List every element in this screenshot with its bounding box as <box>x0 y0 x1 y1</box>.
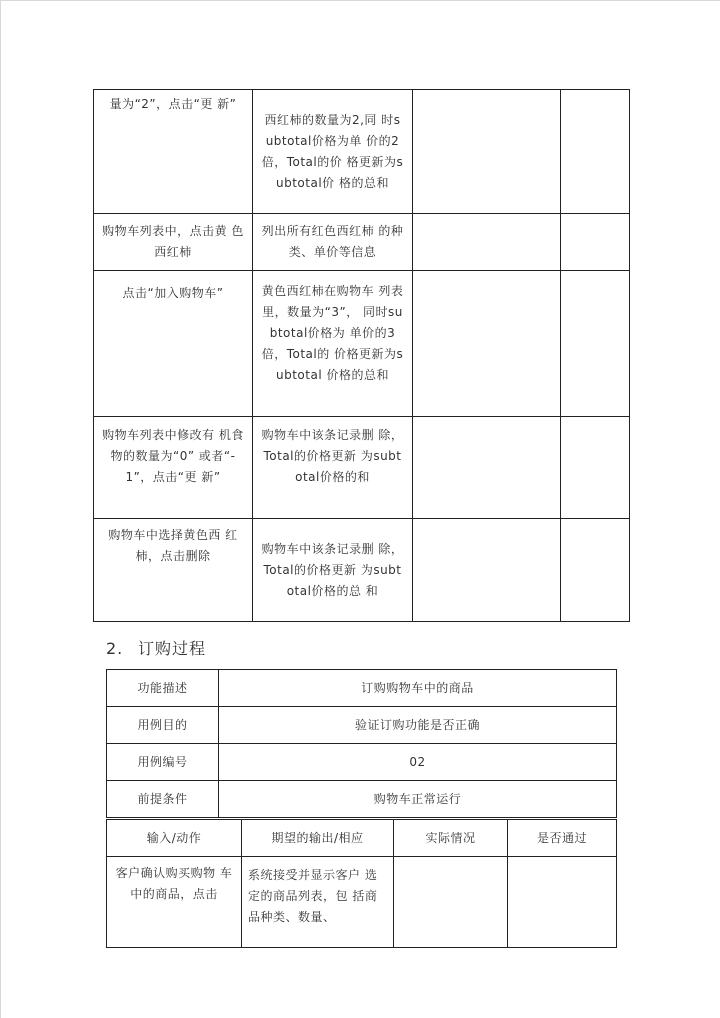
expected-output-cell: 购物车中该条记录删 除，Total的价格更新 为subtotal价格的和 <box>253 417 413 519</box>
table-row <box>94 519 630 622</box>
input-cell: 购物车列表中修改有 机食物的数量为“0” 或者“-1”，点击“更 新” <box>94 417 253 519</box>
column-header-input: 输入/动作 <box>107 820 242 857</box>
table-row <box>94 271 630 417</box>
expected-output-cell: 系统接受并显示客户 选定的商品列表，包 括商品种类、数量、 <box>242 857 394 948</box>
column-header-actual: 实际情况 <box>394 820 508 857</box>
pass-status-cell <box>561 417 630 519</box>
expected-output-cell: 购物车中该条记录删 除，Total的价格更新 为subtotal价格的总 和 <box>253 519 413 622</box>
expected-output-cell: 黄色西红柿在购物车 列表里，数量为“3”， 同时subtotal价格为 单价的3倍，Total的 价格更新为subtotal 价格的总和 <box>253 271 413 417</box>
pass-status-cell <box>561 271 630 417</box>
section-heading <box>106 636 206 659</box>
table-row <box>107 744 617 781</box>
input-cell: 客户确认购买购物 车中的商品，点击 <box>107 857 242 948</box>
column-header-expected: 期望的输出/相应 <box>242 820 394 857</box>
expected-output-cell: 西红柿的数量为2,同 时subtotal价格为单 价的2倍，Total的价 格更新为subtotal价 格的总和 <box>253 90 413 214</box>
table-row <box>94 90 630 214</box>
table-row <box>94 214 630 271</box>
actual-result-cell <box>394 857 508 948</box>
pass-status-cell <box>508 857 617 948</box>
actual-result-cell <box>413 214 561 271</box>
input-cell: 点击“加入购物车” <box>94 271 253 417</box>
input-cell: 购物车列表中，点击黄 色西红柿 <box>94 214 253 271</box>
actual-result-cell <box>413 271 561 417</box>
row-label: 用例编号 <box>107 744 219 781</box>
table-row <box>107 670 617 707</box>
row-label: 用例目的 <box>107 707 219 744</box>
row-value: 02 <box>219 744 617 781</box>
column-header-passed: 是否通过 <box>508 820 617 857</box>
section-title: 订购过程 <box>138 639 207 658</box>
page-edge <box>0 0 720 1</box>
table-row <box>94 417 630 519</box>
row-value: 购物车正常运行 <box>219 781 617 818</box>
actual-result-cell <box>413 90 561 214</box>
order-process-info-table <box>106 669 617 818</box>
pass-status-cell <box>561 214 630 271</box>
input-cell: 购物车中选择黄色西 红柿，点击删除 <box>94 519 253 622</box>
row-value: 订购购物车中的商品 <box>219 670 617 707</box>
pass-status-cell <box>561 519 630 622</box>
table-row <box>107 707 617 744</box>
expected-output-cell: 列出所有红色西红柿 的种类、单价等信息 <box>253 214 413 271</box>
table-row <box>107 781 617 818</box>
table-header-row <box>107 820 617 857</box>
pass-status-cell <box>561 90 630 214</box>
actual-result-cell <box>413 519 561 622</box>
page-edge <box>0 0 1 1018</box>
row-label: 功能描述 <box>107 670 219 707</box>
row-value: 验证订购功能是否正确 <box>219 707 617 744</box>
input-cell: 量为“2”，点击“更 新” <box>94 90 253 214</box>
shopping-cart-test-steps-table <box>93 89 630 622</box>
row-label: 前提条件 <box>107 781 219 818</box>
actual-result-cell <box>413 417 561 519</box>
table-row <box>107 857 617 948</box>
section-number: 2. <box>106 639 124 658</box>
order-process-test-table <box>106 819 617 948</box>
